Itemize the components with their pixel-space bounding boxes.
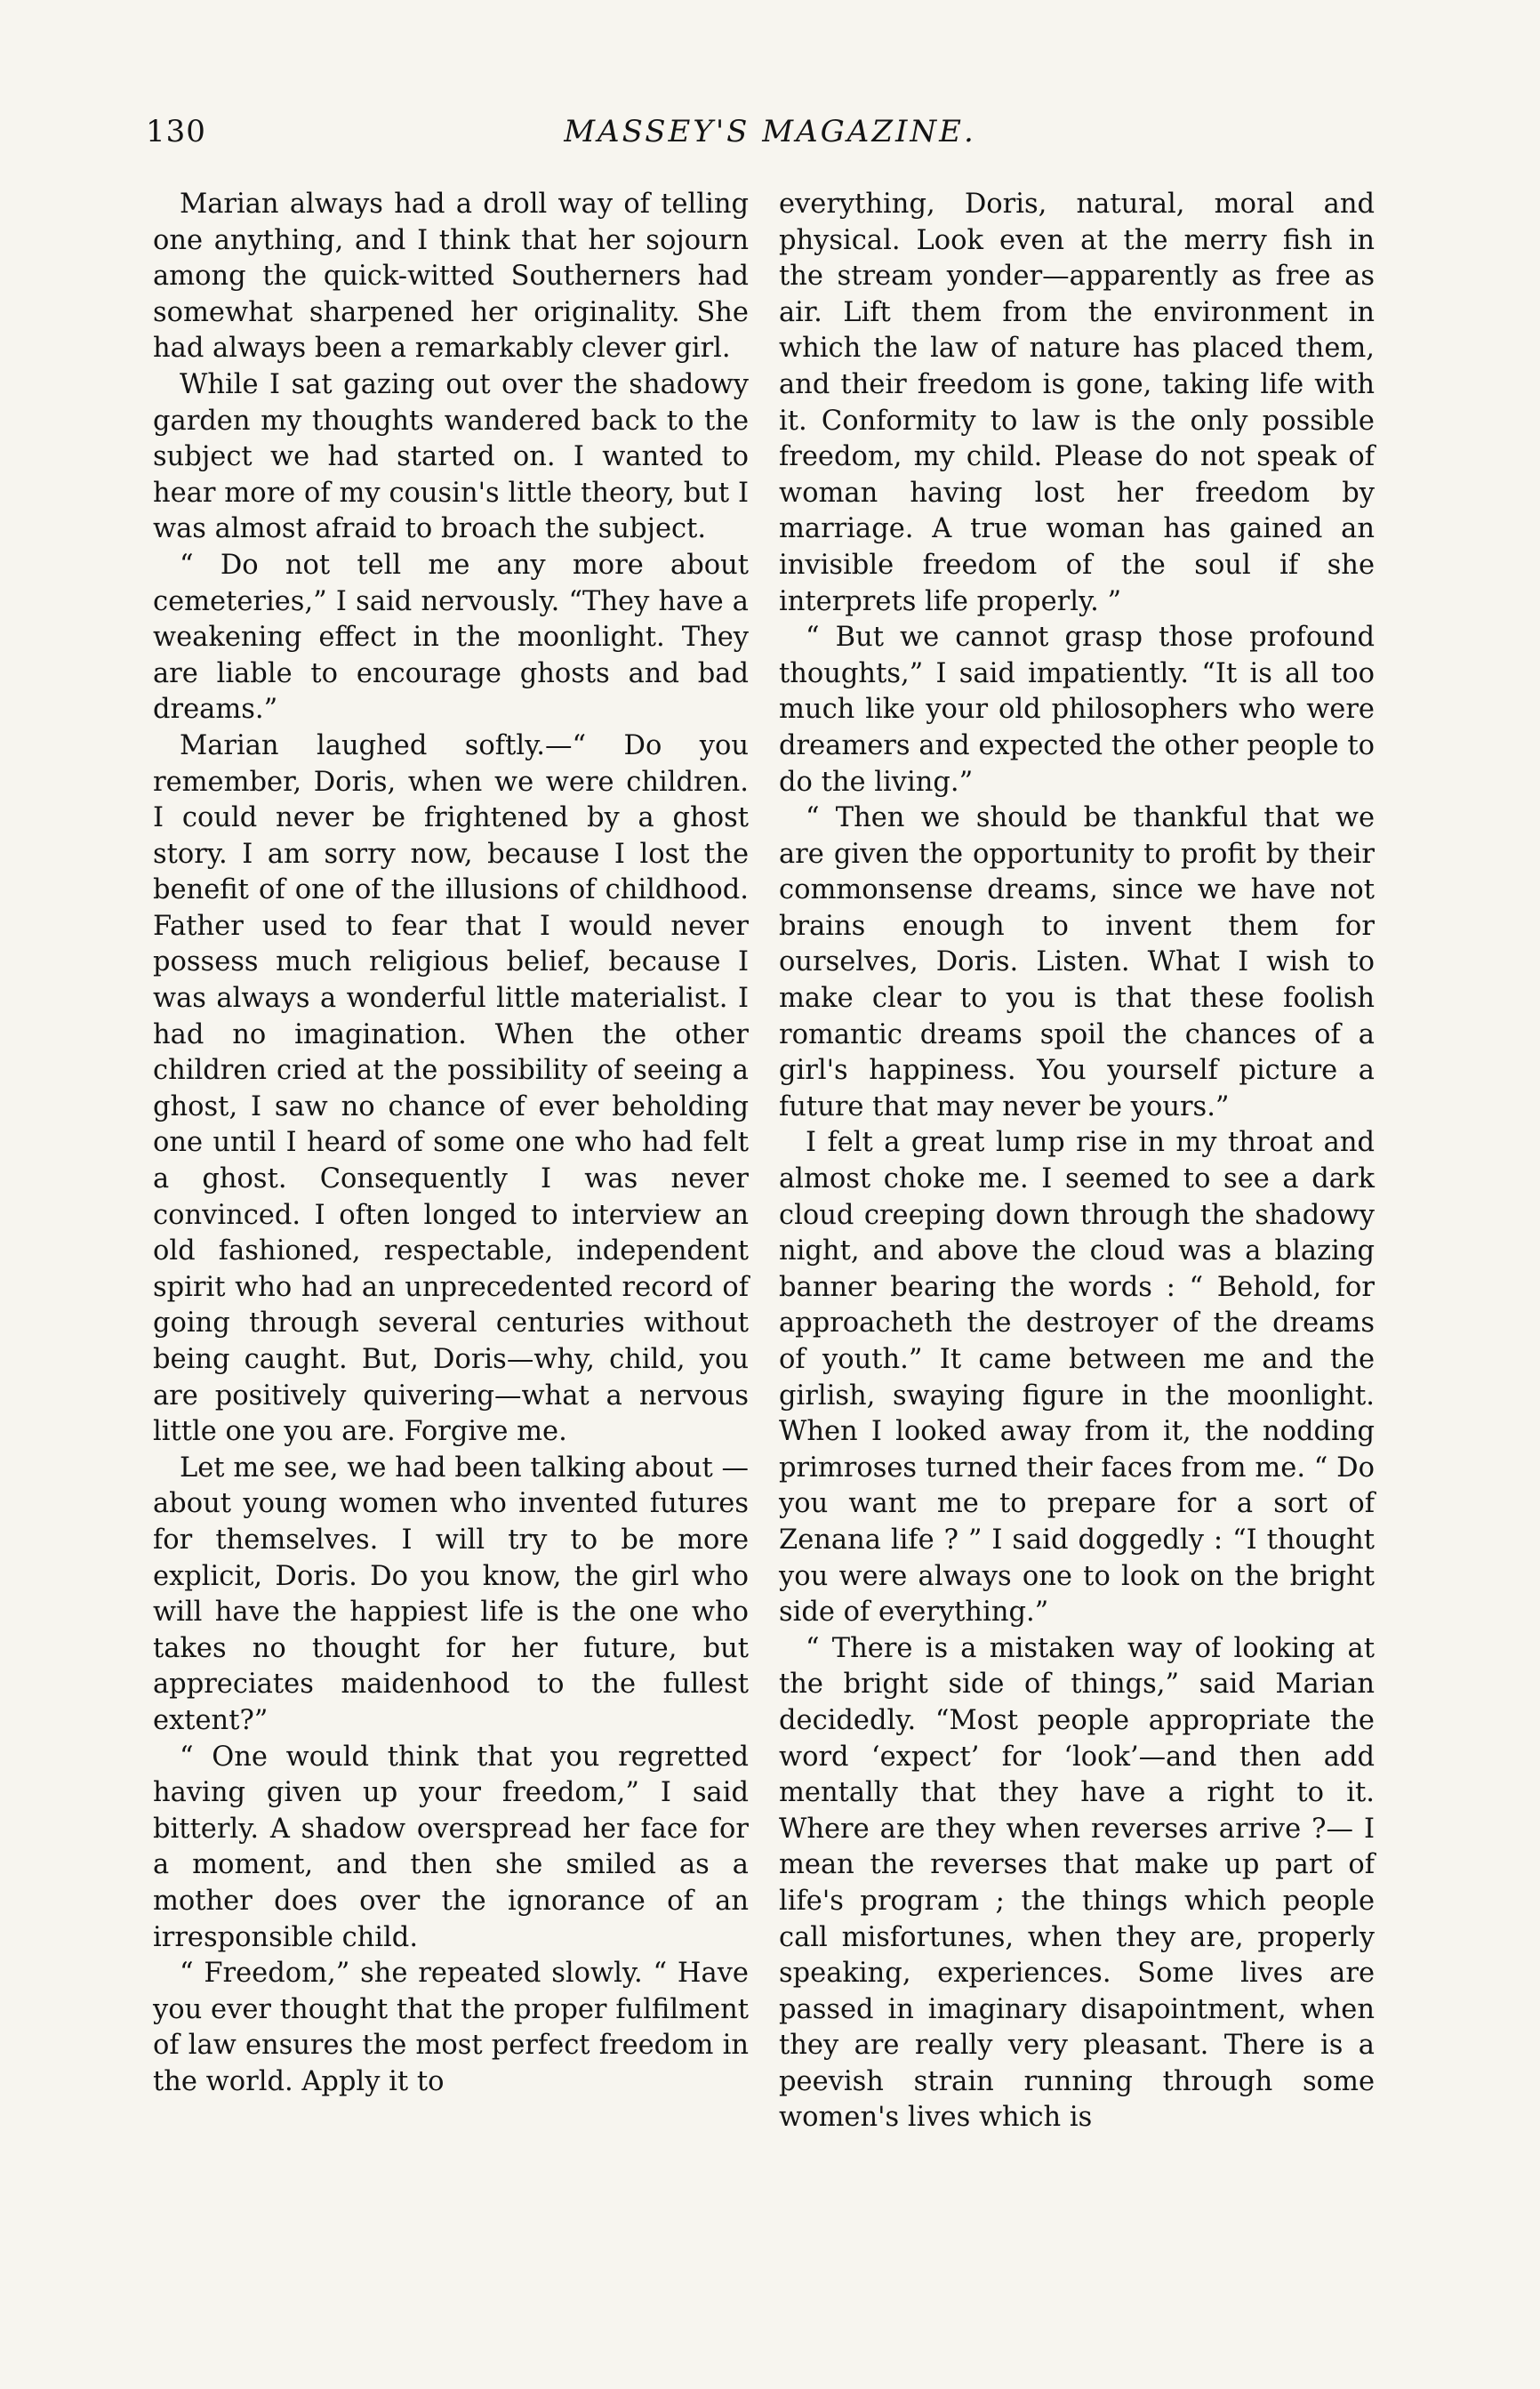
- paragraph: “ One would think that you regretted having given up your freedom,” I said bitterly. A shadow overspread her face for a moment, and then she smiled as a mother does over the ignorance of an irresponsible child.: [153, 1741, 749, 1953]
- page-number: 130: [146, 114, 206, 149]
- paragraph: “ Then we should be thankful that we are given the opportunity to profit by their commonsense dreams, since we have not brains enough to invent them for ourselves, Doris. Listen. What I wish to make clear to you is that these foolish romantic dreams spoil the chances of a girl's happiness. You yourself picture a future that may never be yours.”: [779, 802, 1375, 1122]
- paragraph: Let me see, we had been talking about —about young women who invented futures for themselves. I will try to be more explicit, Doris. Do you know, the girl who will have the happiest life is the one who takes no thought for her future, but appreciates maidenhood to the fullest extent?”: [153, 1452, 749, 1736]
- paragraph-continuation: everything, Doris, natural, moral and physical. Look even at the merry fish in the stream yonder—apparently as free as air. Lift them from the environment in which the law of nature has placed them, and their freedom is gone, taking life with it. Conformity to law is the only possible freedom, my child. Please do not speak of woman having lost her freedom by marriage. A true woman has gained an invisible freedom of the soul if she interprets life properly. ”: [779, 189, 1375, 617]
- left-column: [153, 187, 749, 2100]
- paragraph: “ Freedom,” she repeated slowly. “ Have you ever thought that the proper fulfilment of law ensures the most perfect freedom in the world. Apply it to: [153, 1958, 749, 2097]
- paragraph: “ But we cannot grasp those profound thoughts,” I said impatiently. “It is all too much like your old philosophers who were dreamers and expected the other people to do the living.”: [779, 622, 1375, 798]
- running-head: MASSEY'S MAGAZINE.: [564, 114, 976, 149]
- paragraph: I felt a great lump rise in my throat and almost choke me. I seemed to see a dark cloud creeping down through the shadowy night, and above the cloud was a blazing banner bearing the words : “ Behold, for approacheth the destroyer of the dreams of youth.” It came between me and the girlish, swaying figure in the moonlight. When I looked away from it, the nodding primroses turned their faces from me. “ Do you want me to prepare for a sort of Zenana life ? ” I said doggedly : “I thought you were always one to look on the bright side of everything.”: [779, 1127, 1375, 1629]
- paragraph: Marian laughed softly.—“ Do you remember, Doris, when we were children. I could never be frightened by a ghost story. I am sorry now, because I lost the benefit of one of the illusions of childhood. Father used to fear that I would never possess much religious belief, because I was always a wonderful little materialist. I had no imagination. When the other children cried at the possibility of seeing a ghost, I saw no chance of ever beholding one until I heard of some one who had felt a ghost. Consequently I was never convinced. I often longed to interview an old fashioned, respectable, independent spirit who had an unprecedented record of going through several centuries without being caught. But, Doris—why, child, you are positively quivering—what a nervous little one you are. Forgive me.: [153, 729, 749, 1448]
- right-column: [779, 187, 1375, 2136]
- paragraph: “ Do not tell me any more about cemeteries,” I said nervously. “They have a weakening effect in the moonlight. They are liable to encourage ghosts and bad dreams.”: [153, 549, 749, 726]
- paragraph: “ There is a mistaken way of looking at the bright side of things,” said Marian decidedly. “Most people appropriate the word ‘expect’ for ‘look’—and then add mentally that they have a right to it. Where are they when reverses arrive ?— I mean the reverses that make up part of life's program ; the things which people call misfortunes, when they are, properly speaking, experiences. Some lives are passed in imaginary disapointment, when they are really very pleasant. There is a peevish strain running through some women's lives which is: [779, 1632, 1375, 2134]
- paragraph: While I sat gazing out over the shadowy garden my thoughts wandered back to the subject we had started on. I wanted to hear more of my cousin's little theory, but I was almost afraid to broach the subject.: [153, 368, 749, 545]
- paragraph: Marian always had a droll way of telling one anything, and I think that her sojourn among the quick-witted Southerners had somewhat sharpened her originality. She had always been a remarkably clever girl.: [153, 189, 749, 365]
